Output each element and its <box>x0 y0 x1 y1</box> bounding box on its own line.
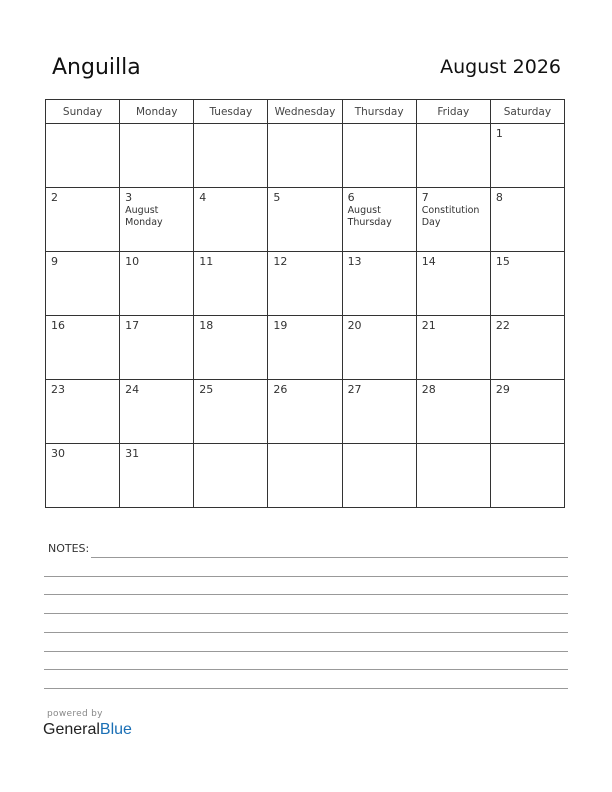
empty-day-cell <box>194 444 268 508</box>
day-number: 25 <box>199 383 214 396</box>
weekday-header-row <box>46 100 565 124</box>
weekday-saturday: Saturday <box>490 100 564 124</box>
weekday-friday: Friday <box>416 100 490 124</box>
day-number: 29 <box>495 383 510 396</box>
day-cell <box>120 252 194 316</box>
note-line <box>44 594 568 595</box>
week-row <box>46 380 565 444</box>
note-line <box>91 557 568 558</box>
day-cell <box>490 316 564 380</box>
day-cell <box>120 444 194 508</box>
week-row <box>46 252 565 316</box>
day-number: 20 <box>347 319 362 332</box>
day-number: 16 <box>51 319 65 332</box>
day-cell <box>268 188 342 252</box>
day-number: 4 <box>199 191 207 204</box>
day-cell <box>194 252 268 316</box>
note-line <box>44 576 568 577</box>
empty-day-cell <box>268 124 342 188</box>
day-cell <box>342 252 416 316</box>
empty-day-cell <box>120 124 194 188</box>
note-line <box>44 669 568 670</box>
day-cell <box>490 380 564 444</box>
brand-logo[interactable] <box>43 721 132 739</box>
day-cell <box>120 380 194 444</box>
day-number: 5 <box>273 191 281 204</box>
day-number: 24 <box>125 383 140 396</box>
day-number: 30 <box>51 447 65 460</box>
day-cell <box>268 380 342 444</box>
week-row <box>46 316 565 380</box>
day-cell <box>194 316 268 380</box>
brand-general-text: General <box>43 721 100 738</box>
brand-blue-text: Blue <box>99 721 132 738</box>
day-cell <box>416 188 490 252</box>
day-number: 3 <box>125 191 133 204</box>
day-cell <box>46 316 120 380</box>
day-cell <box>268 316 342 380</box>
day-number: 6 <box>347 191 355 204</box>
day-cell <box>342 188 416 252</box>
note-line <box>44 632 568 633</box>
day-number: 10 <box>125 255 140 268</box>
day-cell <box>46 380 120 444</box>
day-number: 15 <box>495 255 510 268</box>
day-number: 8 <box>495 191 503 204</box>
weekday-wednesday: Wednesday <box>268 100 342 124</box>
empty-day-cell <box>416 444 490 508</box>
day-cell <box>268 252 342 316</box>
day-number: 17 <box>125 319 140 332</box>
weekday-thursday: Thursday <box>342 100 416 124</box>
note-line <box>44 613 568 614</box>
day-cell <box>416 316 490 380</box>
day-number: 18 <box>199 319 214 332</box>
day-number: 11 <box>199 255 214 268</box>
day-number: 23 <box>51 383 65 396</box>
day-cell <box>490 124 564 188</box>
calendar-grid <box>45 99 565 508</box>
day-cell <box>416 252 490 316</box>
empty-day-cell <box>416 124 490 188</box>
day-number: 27 <box>347 383 362 396</box>
day-cell <box>194 188 268 252</box>
empty-day-cell <box>490 444 564 508</box>
day-cell <box>46 188 120 252</box>
week-row <box>46 124 565 188</box>
day-number: 14 <box>421 255 436 268</box>
day-number: 12 <box>273 255 288 268</box>
day-number: 31 <box>125 447 140 460</box>
day-cell <box>120 316 194 380</box>
day-number: 7 <box>421 191 429 204</box>
region-title: Anguilla <box>52 55 141 80</box>
note-line <box>44 688 568 689</box>
day-cell <box>194 380 268 444</box>
day-cell <box>46 444 120 508</box>
empty-day-cell <box>342 444 416 508</box>
notes-label: NOTES: <box>48 542 90 555</box>
empty-day-cell <box>46 124 120 188</box>
holiday-label: August Thursday <box>347 205 392 228</box>
day-cell <box>46 252 120 316</box>
empty-day-cell <box>194 124 268 188</box>
weekday-tuesday: Tuesday <box>194 100 268 124</box>
week-row <box>46 188 565 252</box>
day-number: 1 <box>495 127 503 140</box>
day-number: 2 <box>51 191 58 204</box>
weekday-monday: Monday <box>120 100 194 124</box>
day-number: 26 <box>273 383 288 396</box>
holiday-label: Constitution Day <box>421 205 480 228</box>
holiday-label: August Monday <box>125 205 163 228</box>
day-cell <box>342 316 416 380</box>
day-number: 28 <box>421 383 436 396</box>
powered-by-text: powered by <box>47 709 103 719</box>
day-number: 21 <box>421 319 436 332</box>
weekday-sunday: Sunday <box>46 100 120 124</box>
week-row <box>46 444 565 508</box>
day-cell <box>342 380 416 444</box>
day-cell <box>490 252 564 316</box>
empty-day-cell <box>342 124 416 188</box>
day-cell <box>120 188 194 252</box>
day-cell <box>416 380 490 444</box>
note-line <box>44 651 568 652</box>
day-number: 13 <box>347 255 362 268</box>
day-number: 19 <box>273 319 288 332</box>
empty-day-cell <box>268 444 342 508</box>
day-number: 9 <box>51 255 58 268</box>
day-cell <box>490 188 564 252</box>
month-title: August 2026 <box>440 56 561 78</box>
day-number: 22 <box>495 319 510 332</box>
